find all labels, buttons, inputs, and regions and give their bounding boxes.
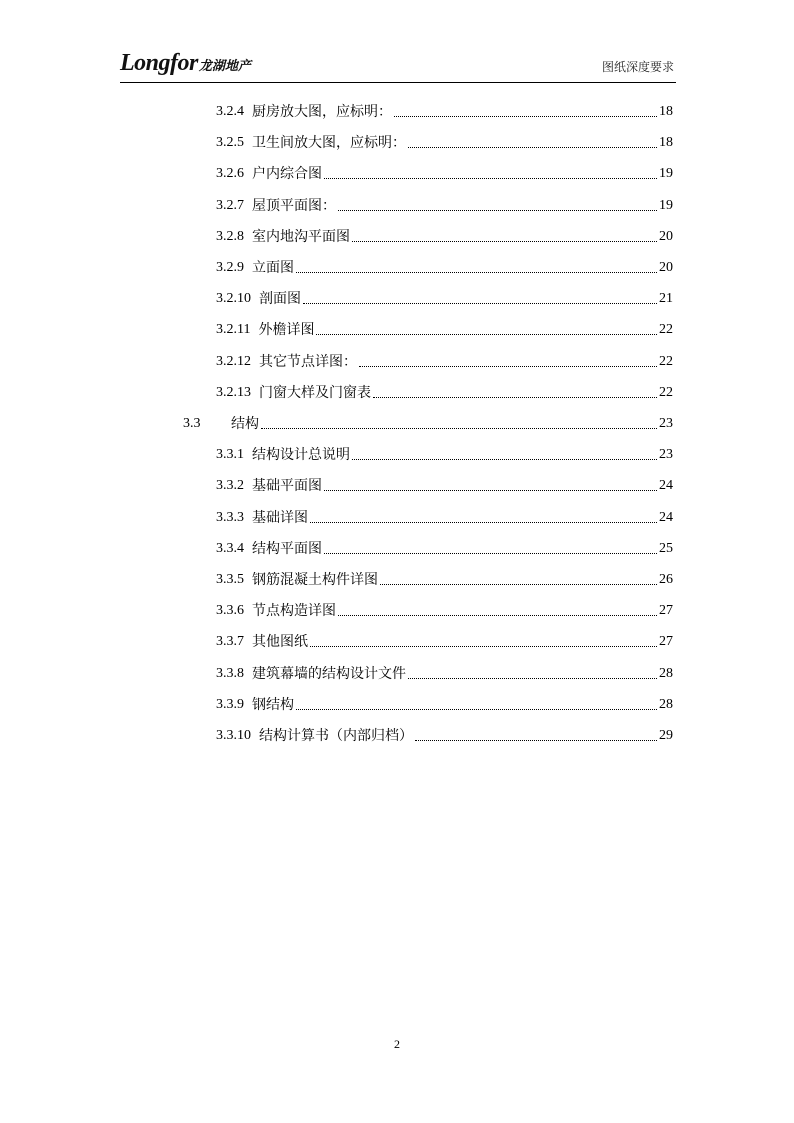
toc-entry-number: 3.2.13 bbox=[216, 384, 251, 400]
toc-entry-page: 18 bbox=[659, 104, 673, 119]
toc-entry[interactable] bbox=[216, 475, 673, 495]
toc-entry-title: 外檐详图 bbox=[258, 322, 315, 339]
toc-entry-title: 基础平面图 bbox=[252, 478, 322, 495]
toc-entry-title: 屋顶平面图： bbox=[252, 197, 336, 214]
toc-entry-title: 门窗大样及门窗表 bbox=[259, 384, 371, 401]
toc-dot-leader bbox=[380, 583, 657, 585]
toc-entry-page: 23 bbox=[659, 447, 673, 463]
toc-entry-number: 3.3.4 bbox=[216, 540, 244, 556]
toc-entry-page: 28 bbox=[659, 665, 673, 681]
toc-entry-number: 3.2.4 bbox=[216, 104, 244, 119]
toc-entry[interactable] bbox=[216, 132, 673, 152]
toc-entry-title: 剖面图 bbox=[259, 291, 301, 308]
toc-entry-page: 22 bbox=[659, 322, 673, 338]
toc-entry-title: 厨房放大图，应标明： bbox=[252, 104, 392, 120]
toc-dot-leader bbox=[408, 146, 657, 148]
toc-entry-title: 立面图 bbox=[252, 260, 294, 276]
toc-dot-leader bbox=[296, 271, 657, 273]
toc-entry-number: 3.3.3 bbox=[216, 509, 244, 525]
toc-entry[interactable] bbox=[216, 382, 673, 402]
toc-entry-number: 3.3.5 bbox=[216, 572, 244, 587]
page-header bbox=[120, 48, 676, 83]
toc-entry-title: 其他图纸 bbox=[252, 634, 308, 651]
toc-dot-leader bbox=[324, 489, 657, 491]
toc-entry-title: 钢筋混凝土构件详图 bbox=[252, 572, 378, 588]
toc-entry-page: 27 bbox=[659, 603, 673, 619]
toc-entry-number: 3.2.7 bbox=[216, 197, 244, 213]
toc-entry-page: 19 bbox=[659, 197, 673, 213]
toc-entry[interactable] bbox=[216, 288, 673, 308]
toc-entry[interactable] bbox=[216, 725, 673, 745]
toc-dot-leader bbox=[415, 739, 657, 741]
toc-entry-title: 基础详图 bbox=[252, 509, 308, 526]
page-number: 2 bbox=[394, 1037, 400, 1051]
toc-entry-title: 卫生间放大图，应标明： bbox=[252, 135, 406, 152]
toc-entry-number: 3.2.9 bbox=[216, 260, 244, 275]
toc-entry-page: 22 bbox=[659, 353, 673, 369]
toc-entry-number: 3.3.1 bbox=[216, 447, 244, 463]
toc-entry-title: 其它节点详图： bbox=[259, 353, 357, 370]
toc-entry[interactable] bbox=[216, 694, 673, 714]
toc-entry-page: 24 bbox=[659, 509, 673, 525]
toc-entry-number: 3.3.2 bbox=[216, 478, 244, 494]
toc-entry-number: 3.3.8 bbox=[216, 665, 244, 681]
toc-entry-number: 3.3 bbox=[183, 416, 201, 431]
toc-entry-title: 结构计算书（内部归档） bbox=[259, 728, 413, 744]
toc-entry[interactable] bbox=[216, 195, 673, 215]
toc-entry-number: 3.2.5 bbox=[216, 135, 244, 151]
toc-entry-number: 3.3.6 bbox=[216, 603, 244, 619]
toc-entry-number: 3.2.6 bbox=[216, 166, 244, 182]
toc-entry-number: 3.2.8 bbox=[216, 228, 244, 244]
toc-dot-leader bbox=[352, 240, 657, 242]
toc-entry-page: 29 bbox=[659, 728, 673, 743]
toc-entry-title: 户内综合图 bbox=[252, 166, 322, 183]
toc-entry-number: 3.2.10 bbox=[216, 291, 251, 307]
toc-entry-page: 26 bbox=[659, 572, 673, 587]
toc-dot-leader bbox=[394, 115, 657, 117]
toc-entry[interactable] bbox=[216, 507, 673, 527]
toc-entry-page: 27 bbox=[659, 634, 673, 650]
toc-entry-page: 22 bbox=[659, 384, 673, 400]
toc-entry[interactable] bbox=[216, 226, 673, 246]
toc-entry[interactable] bbox=[216, 101, 673, 121]
toc-entry-page: 25 bbox=[659, 540, 673, 556]
logo-wordmark: Longfor bbox=[120, 50, 198, 76]
toc-entry[interactable] bbox=[216, 631, 673, 651]
toc-entry-page: 24 bbox=[659, 478, 673, 494]
toc-entry[interactable] bbox=[216, 444, 673, 464]
company-logo bbox=[120, 50, 251, 82]
toc-entry-number: 3.3.7 bbox=[216, 634, 244, 650]
toc-entry-title: 建筑幕墙的结构设计文件 bbox=[252, 665, 406, 682]
toc-dot-leader bbox=[352, 458, 657, 460]
toc-dot-leader bbox=[373, 396, 657, 398]
toc-entry-page: 28 bbox=[659, 696, 673, 712]
toc-dot-leader bbox=[303, 302, 657, 304]
toc-entry-page: 23 bbox=[659, 416, 673, 431]
toc-entry-title: 结构平面图 bbox=[252, 540, 322, 557]
toc-entry-page: 19 bbox=[659, 166, 673, 182]
toc-entry[interactable] bbox=[216, 163, 673, 183]
toc-entry-number: 3.2.12 bbox=[216, 353, 251, 369]
toc-entry[interactable] bbox=[216, 600, 673, 620]
toc-entry[interactable] bbox=[216, 351, 673, 371]
toc-entry-title: 结构 bbox=[231, 416, 259, 432]
toc-dot-leader bbox=[316, 333, 657, 335]
toc-entry-number: 3.2.11 bbox=[216, 322, 251, 338]
toc-entry[interactable] bbox=[216, 663, 673, 683]
logo-chinese-name: 龙湖地产 bbox=[198, 59, 251, 74]
toc-dot-leader bbox=[310, 645, 657, 647]
toc-entry-title: 钢结构 bbox=[252, 696, 294, 713]
toc-dot-leader bbox=[338, 209, 657, 211]
toc-dot-leader bbox=[408, 677, 657, 679]
toc-entry[interactable] bbox=[216, 319, 673, 339]
toc-entry[interactable] bbox=[216, 257, 673, 277]
toc-entry-page: 21 bbox=[659, 291, 673, 307]
toc-entry-page: 20 bbox=[659, 260, 673, 275]
toc-entry-number: 3.3.9 bbox=[216, 696, 244, 712]
toc-dot-leader bbox=[261, 427, 657, 429]
toc-entry[interactable] bbox=[216, 569, 673, 589]
toc-entry-title: 结构设计总说明 bbox=[252, 447, 350, 464]
toc-dot-leader bbox=[324, 177, 657, 179]
toc-entry-title: 节点构造详图 bbox=[252, 603, 336, 620]
document-title: 图纸深度要求 bbox=[601, 60, 674, 74]
toc-entry-number: 3.3.10 bbox=[216, 728, 251, 743]
toc-dot-leader bbox=[296, 708, 657, 710]
toc-entry-page: 20 bbox=[659, 228, 673, 244]
toc-entry-title: 室内地沟平面图 bbox=[252, 228, 350, 245]
toc-dot-leader bbox=[338, 614, 657, 616]
toc-dot-leader bbox=[310, 521, 657, 523]
toc-entry-page: 18 bbox=[659, 135, 673, 151]
toc-dot-leader bbox=[324, 552, 657, 554]
toc-entry[interactable] bbox=[216, 538, 673, 558]
toc-entry[interactable] bbox=[183, 413, 673, 433]
toc-dot-leader bbox=[359, 365, 657, 367]
